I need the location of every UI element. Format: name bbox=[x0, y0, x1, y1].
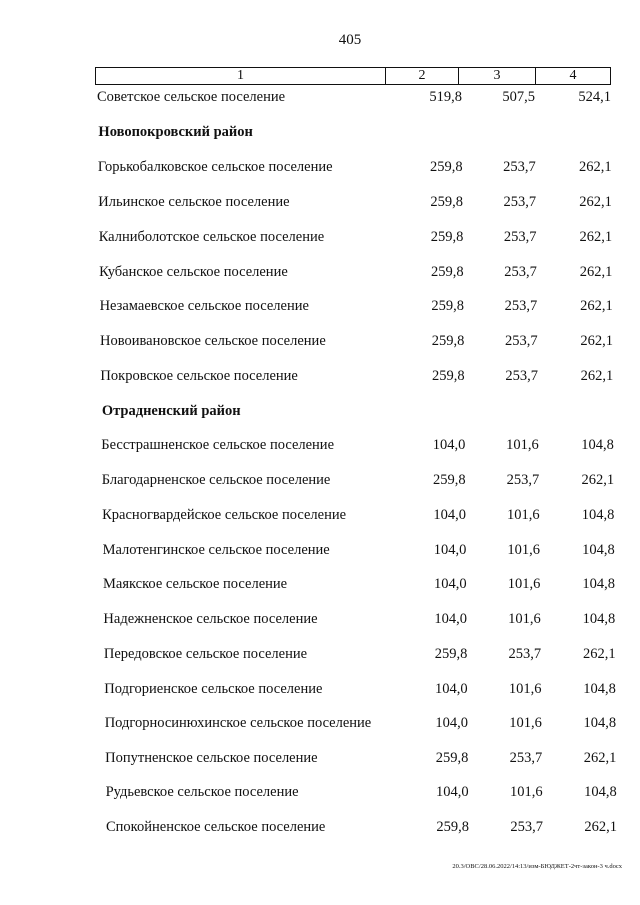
settlement-name: Кубанское сельское поселение bbox=[99, 264, 288, 280]
value-col-2: 104,0 bbox=[435, 681, 468, 697]
settlement-name: Красногвардейское сельское поселение bbox=[102, 507, 347, 523]
value-col-3: 253,7 bbox=[504, 298, 538, 314]
value-col-2: 259,8 bbox=[436, 819, 469, 835]
value-col-2: 104,0 bbox=[433, 542, 467, 558]
settlement-name: Ильинское сельское поселение bbox=[98, 194, 290, 210]
section-title: Отрадненский район bbox=[101, 403, 241, 419]
value-col-2: 104,0 bbox=[433, 507, 466, 523]
document-footer: 20.3/ОВС/28.06.2022/14:13/изм-БЮДЖЕТ-2чт-закон-3 ч.docx bbox=[452, 863, 622, 870]
table-row bbox=[0, 331, 640, 351]
settlement-name: Покровское сельское поселение bbox=[100, 368, 298, 384]
value-col-2: 519,8 bbox=[429, 89, 462, 105]
value-col-2: 259,8 bbox=[430, 194, 463, 210]
settlement-name: Маякское сельское поселение bbox=[103, 576, 288, 592]
table-row bbox=[0, 574, 640, 594]
value-col-3: 253,7 bbox=[505, 333, 538, 349]
settlement-name: Спокойненское сельское поселение bbox=[106, 819, 326, 835]
value-col-4: 262,1 bbox=[579, 229, 613, 245]
value-col-2: 104,0 bbox=[436, 784, 469, 800]
value-col-3: 101,6 bbox=[507, 576, 541, 592]
value-col-2: 104,0 bbox=[432, 437, 466, 453]
value-col-4: 262,1 bbox=[584, 819, 617, 835]
value-col-3: 101,6 bbox=[508, 681, 542, 697]
value-col-3: 253,7 bbox=[503, 159, 536, 175]
value-col-2: 259,8 bbox=[434, 646, 468, 662]
table-row bbox=[0, 644, 640, 664]
table-row bbox=[0, 505, 640, 525]
value-col-4: 262,1 bbox=[582, 646, 616, 662]
value-col-2: 104,0 bbox=[435, 715, 468, 731]
table-header bbox=[95, 67, 611, 85]
value-col-4: 104,8 bbox=[584, 784, 617, 800]
table-row bbox=[0, 817, 640, 837]
value-col-2: 259,8 bbox=[431, 264, 464, 280]
value-col-3: 101,6 bbox=[506, 437, 539, 453]
value-col-2: 259,8 bbox=[430, 159, 463, 175]
settlement-name: Надежненское сельское поселение bbox=[103, 611, 318, 627]
value-col-4: 524,1 bbox=[578, 89, 611, 105]
value-col-2: 259,8 bbox=[435, 750, 469, 766]
table-row bbox=[0, 713, 640, 733]
table-row bbox=[0, 157, 640, 177]
settlement-name: Подгориенское сельское поселение bbox=[104, 681, 323, 697]
value-col-3: 253,7 bbox=[510, 819, 543, 835]
value-col-4: 262,1 bbox=[580, 298, 613, 314]
settlement-name: Благодарненское сельское поселение bbox=[101, 472, 331, 488]
table-row bbox=[0, 192, 640, 212]
value-col-2: 259,8 bbox=[432, 368, 465, 384]
value-col-2: 259,8 bbox=[431, 333, 465, 349]
value-col-3: 101,6 bbox=[508, 611, 541, 627]
value-col-4: 104,8 bbox=[582, 611, 616, 627]
settlement-name: Малотенгинское сельское поселение bbox=[102, 542, 330, 558]
value-col-3: 253,7 bbox=[506, 472, 540, 488]
page-number: 405 bbox=[338, 32, 362, 48]
value-col-2: 259,8 bbox=[433, 472, 466, 488]
table-row bbox=[0, 366, 640, 386]
settlement-name: Рудьевское сельское поселение bbox=[105, 784, 299, 800]
value-col-2: 104,0 bbox=[434, 611, 467, 627]
settlement-name: Передовское сельское поселение bbox=[103, 646, 308, 662]
settlement-name: Попутненское сельское поселение bbox=[105, 750, 318, 766]
value-col-4: 262,1 bbox=[578, 159, 612, 175]
value-col-4: 262,1 bbox=[579, 264, 613, 280]
value-col-3: 101,6 bbox=[509, 715, 542, 731]
table-row bbox=[0, 470, 640, 490]
value-col-4: 104,8 bbox=[581, 437, 614, 453]
value-col-4: 104,8 bbox=[583, 681, 616, 697]
settlement-name: Незамаевское сельское поселение bbox=[99, 298, 309, 314]
table-row bbox=[0, 782, 640, 802]
value-col-3: 253,7 bbox=[503, 194, 537, 210]
value-col-3: 101,6 bbox=[509, 784, 543, 800]
value-col-3: 507,5 bbox=[502, 89, 535, 105]
settlement-name: Советское сельское поселение bbox=[97, 89, 286, 105]
table-row bbox=[0, 227, 640, 247]
header-col-3: 3 bbox=[459, 68, 536, 84]
value-col-2: 259,8 bbox=[430, 229, 464, 245]
value-col-4: 104,8 bbox=[582, 542, 615, 558]
table-row bbox=[0, 87, 640, 107]
value-col-4: 104,8 bbox=[581, 507, 615, 523]
header-col-4: 4 bbox=[569, 68, 577, 83]
value-col-4: 262,1 bbox=[579, 194, 612, 210]
settlement-name: Калниболотское сельское поселение bbox=[98, 229, 325, 245]
header-col-1: 1 bbox=[96, 68, 386, 84]
header-col-2: 2 bbox=[386, 68, 459, 84]
table-row bbox=[0, 262, 640, 282]
settlement-name: Горькобалковское сельское поселение bbox=[97, 159, 333, 175]
value-col-4: 262,1 bbox=[580, 333, 613, 349]
value-col-3: 253,7 bbox=[505, 368, 539, 384]
value-col-2: 104,0 bbox=[434, 576, 467, 592]
value-col-4: 262,1 bbox=[580, 368, 614, 384]
table-row bbox=[0, 748, 640, 768]
value-col-4: 104,8 bbox=[583, 715, 617, 731]
table-row bbox=[0, 609, 640, 629]
value-col-4: 104,8 bbox=[582, 576, 615, 592]
value-col-3: 101,6 bbox=[506, 507, 540, 523]
table-row bbox=[0, 435, 640, 455]
settlement-name: Бесстрашненское сельское поселение bbox=[101, 437, 335, 453]
value-col-3: 101,6 bbox=[507, 542, 540, 558]
settlement-name: Новоивановское сельское поселение bbox=[100, 333, 326, 349]
value-col-3: 253,7 bbox=[504, 264, 537, 280]
section-title: Новопокровский район bbox=[98, 124, 253, 140]
value-col-3: 253,7 bbox=[503, 229, 537, 245]
settlement-name: Подгорносинюхинское сельское поселение bbox=[104, 715, 372, 731]
value-col-3: 253,7 bbox=[509, 750, 543, 766]
value-col-4: 262,1 bbox=[583, 750, 617, 766]
value-col-3: 253,7 bbox=[508, 646, 542, 662]
table-row bbox=[0, 296, 640, 316]
value-col-4: 262,1 bbox=[581, 472, 615, 488]
table-row bbox=[0, 679, 640, 699]
value-col-2: 259,8 bbox=[431, 298, 464, 314]
table-row bbox=[0, 540, 640, 560]
